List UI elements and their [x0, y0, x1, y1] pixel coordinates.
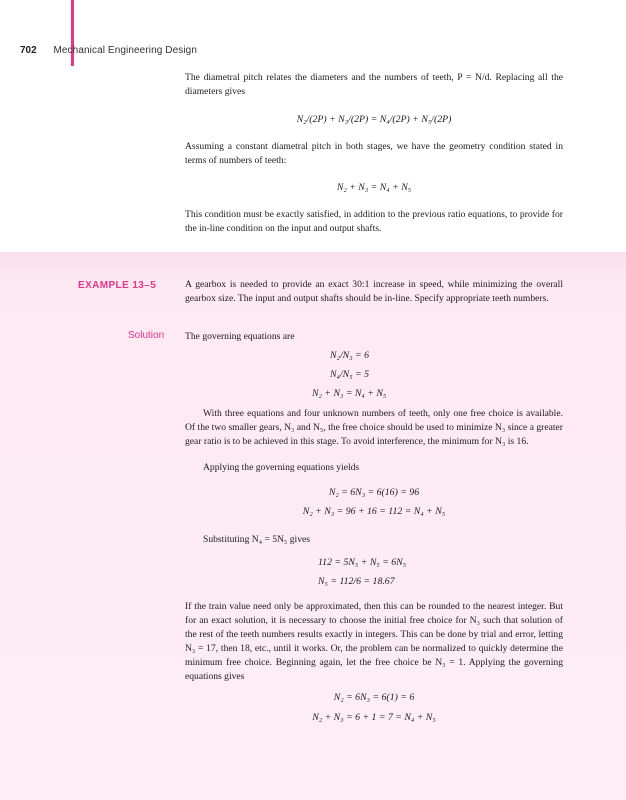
equation-n2-normalized: N₂ = 6N₃ = 6(1) = 6 [333, 692, 415, 703]
paragraph-exact-solution: If the train value need only be approximated, then this can be rounded to the nearest integer. But for an exact solution, it is necessary to choose the initial free choice for N₃ such that solution of the rest of the teeth numbers results exactly in integers. This can be done by trial and error, letting N₃ = 17, then 18, etc., until it works. Or, the problem can be normalized to quickly determine the minimum free choice. Beginning again, let the free choice be N₃ = 1. Applying the governing equations gives [185, 601, 563, 682]
equation-sum-112: N₂ + N₃ = 96 + 16 = 112 = N₄ + N₅ [302, 506, 446, 517]
equation-geometry-condition: N₂ + N₃ = N₄ + N₅ [336, 182, 412, 193]
example-label: EXAMPLE 13–5 [78, 280, 157, 291]
running-head: Mechanical Engineering Design [53, 45, 198, 56]
page-number: 702 [20, 45, 37, 56]
example-problem: A gearbox is needed to provide an exact 30:1 increase in speed, while minimizing the overall gearbox size. The input and output shafts should be in-line. Specify appropriate teeth numbers. [185, 279, 563, 304]
page-header [20, 45, 197, 56]
equation-diameter-sum: N₂/(2P) + N₃/(2P) = N₄/(2P) + N₅/(2P) [296, 114, 452, 125]
substitution-text: Substituting N₄ = 5N₅ gives [203, 534, 310, 545]
solution-label: Solution [128, 330, 165, 341]
margin-rule [71, 0, 74, 66]
governing-equation-3: N₂ + N₃ = N₄ + N₅ [312, 388, 387, 399]
equation-112-6n5: 112 = 5N₅ + N₅ = 6N₅ [318, 557, 407, 568]
governing-equation-1: N₂/N₃ = 6 [330, 350, 370, 361]
solution-intro: The governing equations are [185, 331, 295, 342]
paragraph-applying: Applying the governing equations yields [203, 462, 360, 473]
paragraph-inline-condition: This condition must be exactly satisfied, in addition to the previous ratio equations, to provide for the in-line condition on the input and output shafts. [185, 209, 563, 234]
equation-n5-value: N₅ = 112/6 = 18.67 [318, 576, 395, 587]
paragraph-diametral-pitch: The diametral pitch relates the diameters and the numbers of teeth, P = N/d. Replacing all the diameters gives [185, 72, 563, 97]
paragraph-constant-pitch: Assuming a constant diametral pitch in both stages, we have the geometry condition stated in terms of numbers of teeth: [185, 141, 563, 166]
equation-n2-value: N₂ = 6N₃ = 6(16) = 96 [328, 487, 420, 498]
governing-equation-2: N₄/N₅ = 5 [330, 369, 370, 380]
paragraph-free-choice: With three equations and four unknown numbers of teeth, only one free choice is available. Of the two smaller gears, N₃ and N₅, the free choice should be used to minimize N₃ since a greater gear ratio is to be achieved in this stage. To avoid interference, the minimum for N₃ is 16. [185, 408, 563, 447]
equation-sum-7: N₂ + N₃ = 6 + 1 = 7 = N₄ + N₅ [312, 712, 436, 723]
